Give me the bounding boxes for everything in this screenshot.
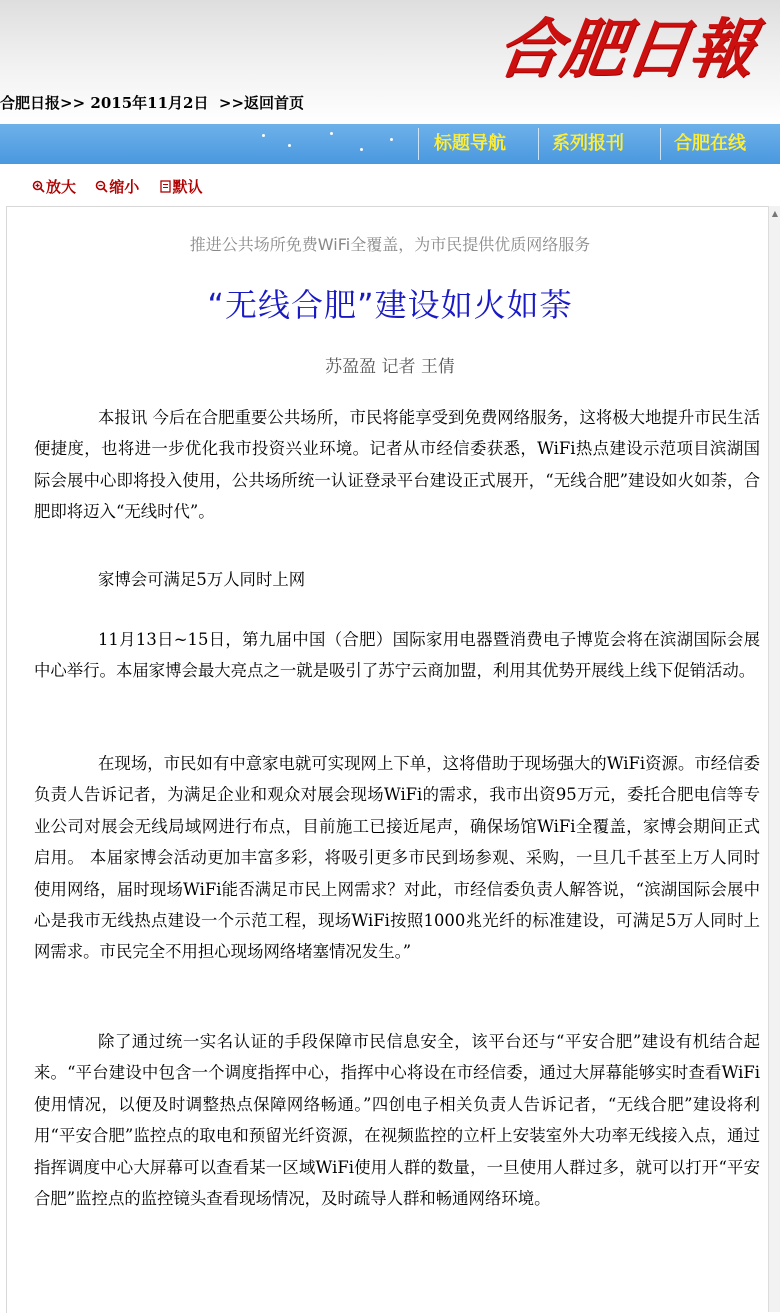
nav-series-publications[interactable]: 系列报刊 bbox=[552, 133, 624, 154]
zoom-out-button[interactable] bbox=[95, 178, 139, 196]
nav-title-navigation[interactable]: 标题导航 bbox=[434, 133, 506, 154]
scroll-up-arrow-icon[interactable]: ▲ bbox=[771, 209, 779, 218]
breadcrumb-separator: >> bbox=[218, 94, 245, 112]
hefei-daily-logo[interactable]: 合肥日報 bbox=[492, 12, 760, 87]
article-headline: “无线合肥”建设如火如荼 bbox=[207, 286, 573, 324]
breadcrumb-separator: >> bbox=[60, 94, 86, 112]
breadcrumb-site-link[interactable]: 合肥日报 bbox=[0, 94, 61, 112]
nav-divider bbox=[660, 128, 661, 160]
nav-divider bbox=[538, 128, 539, 160]
zoom-out-label: 缩小 bbox=[109, 178, 140, 196]
article-paragraph: 11月13日~15日，第九届中国（合肥）国际家用电器暨消费电子博览会将在滨湖国际会展中心举行。本届家博会最大亮点之一就是吸引了苏宁云商加盟，利用其优势开展线上线下促销活动。 bbox=[34, 630, 760, 681]
font-size-toolbar bbox=[32, 176, 217, 197]
article-byline: 苏盈盈 记者 王倩 bbox=[325, 357, 455, 377]
breadcrumb-date-link[interactable]: 2015年11月2日 bbox=[90, 94, 209, 112]
star-decoration bbox=[240, 128, 420, 158]
default-size-label: 默认 bbox=[172, 178, 203, 196]
zoom-in-label: 放大 bbox=[46, 178, 77, 196]
article-paragraph: 在现场，市民如有中意家电就可实现网上下单，这将借助于现场强大的WiFi资源。市经信委负责人告诉记者，为满足企业和观众对展会现场WiFi的需求，我市出资95万元，委托合肥电信等专业公司对展会无线局域网进行布点，目前施工已接近尾声，确保场馆WiFi全覆盖，家博会期间正式启用。 本届家博会活动更加丰富多彩，将吸引更多市民到场参观、采购，一旦几千甚至上万人同时使用网络，届时现场WiFi能否满足市民上网需求？对此，市经信委负责人解答说，“滨湖国际会展中心是我市无线热点建设一个示范工程，现场WiFi按照1000兆光纤的标准建设，可满足5万人同时上网需求。市民完全不用担心现场网络堵塞情况发生。” bbox=[34, 754, 760, 962]
nav-divider bbox=[418, 128, 419, 160]
back-home-link[interactable]: 返回首页 bbox=[244, 94, 305, 112]
zoom-out-icon bbox=[95, 180, 108, 193]
article-section-heading: 家博会可满足5万人同时上网 bbox=[98, 570, 306, 589]
article-paragraph: 除了通过统一实名认证的手段保障市民信息安全，该平台还与“平安合肥”建设有机结合起来。“平台建设中包含一个调度指挥中心，指挥中心将设在市经信委，通过大屏幕能够实时查看WiFi使用情况，以便及时调整热点保障网络畅通。”四创电子相关负责人告诉记者，“无线合肥”建设将利用“平安合肥”监控点的取电和预留光纤资源，在视频监控的立杆上安装室外大功率无线接入点，通过指挥调度中心大屏幕可以查看某一区域WiFi使用人群的数量，一旦使用人群过多，就可以打开“平安合肥”监控点的监控镜头查看现场情况，及时疏导人群和畅通网络环境。 bbox=[34, 1032, 760, 1209]
article-subheadline: 推进公共场所免费WiFi全覆盖，为市民提供优质网络服务 bbox=[189, 235, 591, 254]
article-paragraph: 本报讯 今后在合肥重要公共场所，市民将能享受到免费网络服务，这将极大地提升市民生活便捷度，也将进一步优化我市投资兴业环境。记者从市经信委获悉，WiFi热点建设示范项目滨湖国际会展中心即将投入使用，公共场所统一认证登录平台建设正式展开，“无线合肥”建设如火如荼，合肥即将迈入“无线时代”。 bbox=[34, 408, 760, 522]
default-size-button[interactable] bbox=[159, 178, 203, 196]
page-icon bbox=[159, 180, 172, 193]
breadcrumb bbox=[0, 92, 304, 113]
zoom-in-icon bbox=[32, 180, 45, 193]
zoom-in-button[interactable] bbox=[32, 178, 76, 196]
nav-hefei-online[interactable]: 合肥在线 bbox=[674, 133, 746, 154]
